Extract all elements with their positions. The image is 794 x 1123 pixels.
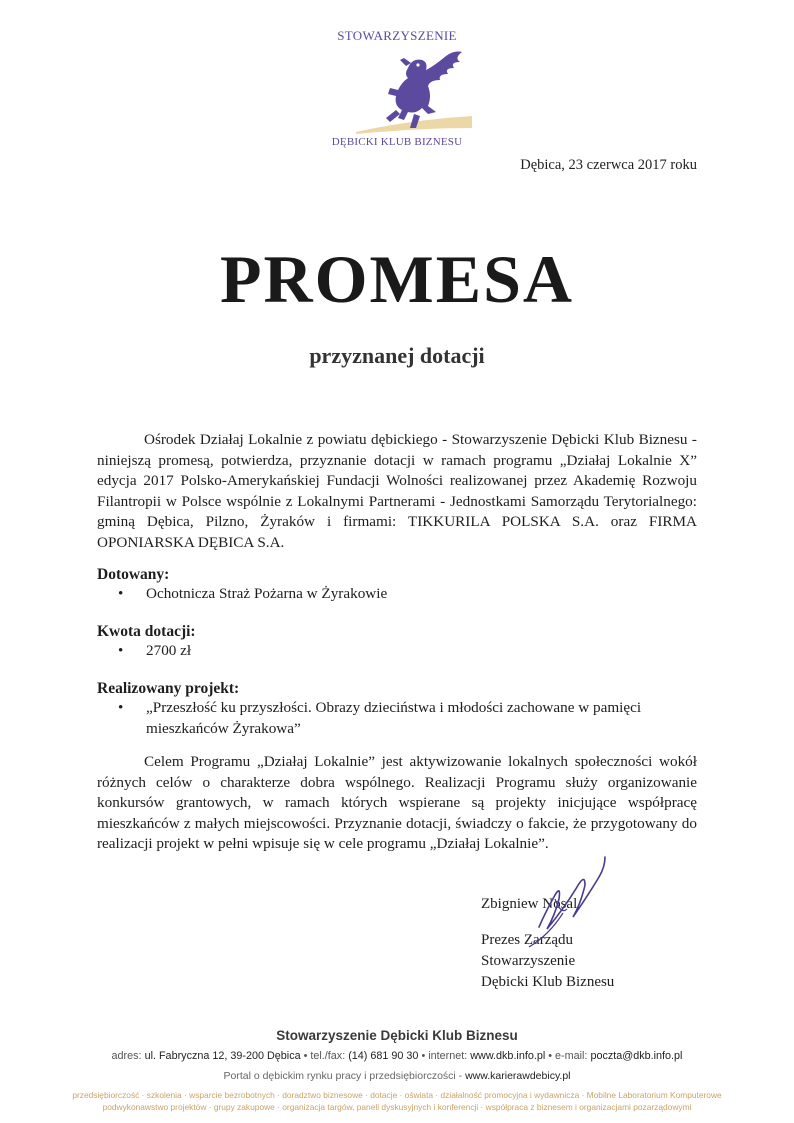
address-value: ul. Fabryczna 12, 39-200 Dębica xyxy=(144,1050,301,1062)
intro-paragraph: Ośrodek Działaj Lokalnie z powiatu dębickiego - Stowarzyszenie Dębicki Klub Biznesu - niniejszą promesą, potwierdza, przyznanie dotacji w ramach programu „Działaj Lokalnie X” edycja 2017 Polsko-Amerykańskiej Fundacji Wolności realizowanej przez Akademię Rozwoju Filantropii w Polsce wspólnie z Lokalnymi Partnerami - Jednostkami Samorządu Terytorialnego: gminą Dębica, Pilzno, Żyraków i firmami: TIKKURILA POLSKA S.A. oraz FIRMA OPONIARSKA DĘBICA S.A. xyxy=(97,431,697,551)
project-label: Realizowany projekt: xyxy=(97,680,240,697)
grantee-value: Ochotnicza Straż Pożarna w Żyrakowie xyxy=(146,585,388,602)
signer-name: Zbigniew Nosal xyxy=(481,896,578,912)
bullet-icon: • xyxy=(118,642,124,659)
document-title: PROMESA xyxy=(220,241,574,317)
signer-org-line2: Dębicki Klub Biznesu xyxy=(481,974,615,990)
footer-contact-line xyxy=(0,1050,794,1062)
date-line: Dębica, 23 czerwca 2017 roku xyxy=(520,157,697,173)
grantee-label: Dotowany: xyxy=(97,566,170,583)
internet-label: internet: xyxy=(428,1050,468,1062)
org-name-bottom: DĘBICKI KLUB BIZNESU xyxy=(331,136,463,148)
phone-label: tel./fax: xyxy=(310,1050,346,1062)
portal-text: Portal o dębickim rynku pracy i przedsiębiorczości - xyxy=(223,1070,463,1082)
address-label: adres: xyxy=(111,1050,142,1062)
bullet-icon: • xyxy=(118,699,124,716)
services-line-2: podwykonawstwo projektów · grupy zakupowe · organizacja targów, paneli dyskusyjnych i konferencji · współpraca z biznesem i organizacjami pozarządowymi xyxy=(102,1102,692,1112)
project-value: „Przeszłość ku przyszłości. Obrazy dzieciństwa i młodości zachowane w pamięci mieszkańców Żyrakowa” xyxy=(146,699,642,737)
bullet-icon: • xyxy=(118,585,124,602)
separator-dot: • xyxy=(303,1050,311,1062)
footer-portal-line xyxy=(0,1070,794,1082)
separator-dot: • xyxy=(421,1050,429,1062)
footer-services xyxy=(0,1089,794,1113)
griffin-logo-icon xyxy=(350,48,480,140)
org-name-top: STOWARZYSZENIE xyxy=(337,28,457,43)
amount-value: 2700 zł xyxy=(146,642,192,659)
signer-org-line1: Stowarzyszenie xyxy=(481,953,576,969)
services-line-1: przedsiębiorczość · szkolenia · wsparcie bezrobotnych · doradztwo biznesowe · dotacje · oświata · działalność promocyjna i wydawnicza · Mobilne Laboratorium Komputerowe xyxy=(72,1090,722,1100)
email-link[interactable]: poczta@dkb.info.pl xyxy=(590,1050,683,1062)
separator-dot: • xyxy=(548,1050,556,1062)
phone-value: (14) 681 90 30 xyxy=(348,1050,419,1062)
website-link[interactable]: www.dkb.info.pl xyxy=(470,1050,546,1062)
footer-org-name: Stowarzyszenie Dębicki Klub Biznesu xyxy=(276,1028,518,1043)
closing-paragraph: Celem Programu „Działaj Lokalnie” jest aktywizowanie lokalnych społeczności wokół różnych celów o charakterze dobra wspólnego. Realizacji Programu służy organizowanie konkursów grantowych, w ramach których wspierane są projekty inicjujące współpracę mieszkańców z małych miejscowości. Przyznanie dotacji, świadczy o fakcie, że przygotowany do realizacji projekt w pełni wpisuje się w cele programu „Działaj Lokalnie”. xyxy=(97,753,697,852)
document-subtitle: przyznanej dotacji xyxy=(309,343,485,368)
email-label: e-mail: xyxy=(555,1050,588,1062)
amount-label: Kwota dotacji: xyxy=(97,623,196,640)
signer-role: Prezes Zarządu xyxy=(481,932,574,948)
portal-link[interactable]: www.karierawdebicy.pl xyxy=(465,1070,571,1082)
handwritten-signature xyxy=(505,855,625,955)
